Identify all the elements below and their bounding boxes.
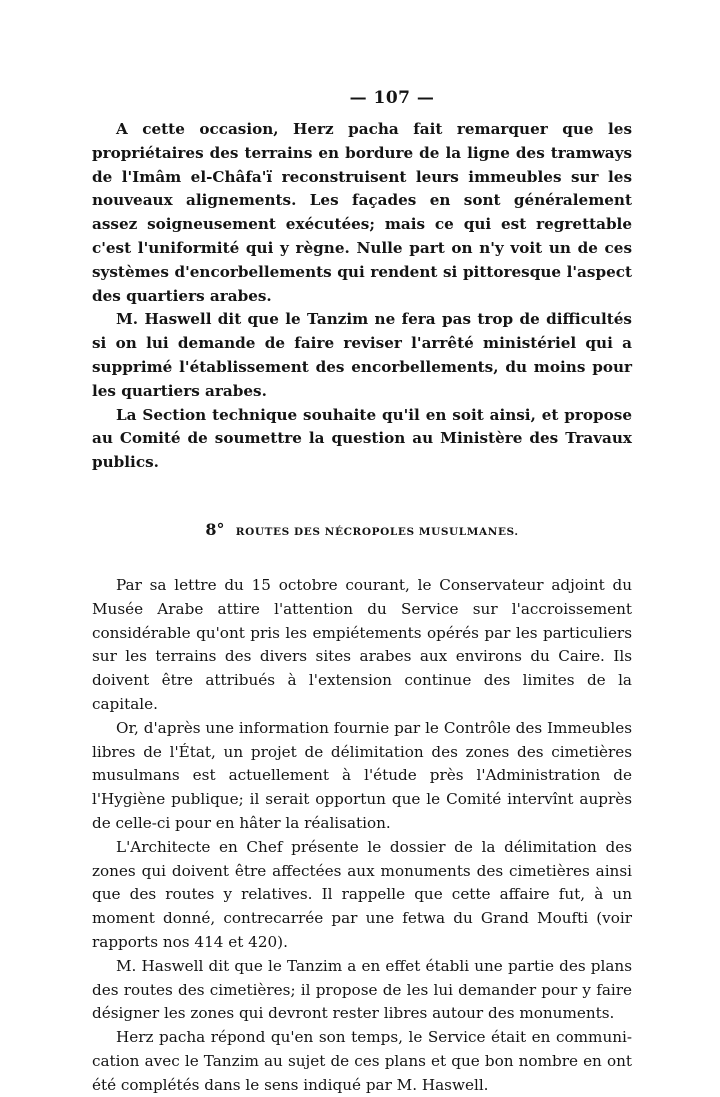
document-page <box>92 88 632 1097</box>
paragraph-architecte-en-chef: L'Architecte en Chef présente le dossier de la délimitation des zones qui doivent être affectées aux monuments des cimetières ainsi que des routes y relatives. Il rappelle que cette affaire fut, à un moment donné, contrecarrée par une fetwa du Grand Moufti (voir rapports nos 414 et 420). <box>92 837 632 951</box>
page-number: — 107 — <box>349 88 435 108</box>
section-title: ROUTES DES NÉCROPOLES MUSULMANES. <box>235 525 519 538</box>
paragraph-herz-facades: A cette occasion, Herz pacha fait remarquer que les propriétaires des terrains en bordure de la ligne des tramways de l'Imâm el-Châfa'ï reconstruisent leurs immeubles sur les nouveaux alignements. Les façades en sont généralement assez soigneusement exécutées; mais ce qui est regrettable c'est l'uniformité qui y règne. Nulle part on n'y voit un de ces systèmes d'encorbellements qui rendent si pittoresque l'aspect des quartiers arabes. <box>92 120 632 305</box>
paragraph-haswell-tanzim: M. Haswell dit que le Tanzim ne fera pas trop de difficultés si on lui demande de faire reviser l'arrêté ministériel qui a supprimé l'établissement des encorbellements, du moins pour les quartiers arabes. <box>92 310 632 400</box>
section-heading <box>92 520 632 539</box>
paragraph-section-technique: La Section technique souhaite qu'il en soit ainsi, et propose au Comité de soumettre la question au Ministère des Travaux publics. <box>92 405 632 472</box>
paragraph-controle-immeubles: Or, d'après une information fournie par le Contrôle des Immeubles libres de l'État, un projet de délimitation des zones des cimetières musulmans est actuellement à l'étude près l'Administration de l'Hygiène publique; il serait opportun que le Comité intervînt auprès de celle-ci pour en hâter la réalisation. <box>92 718 632 832</box>
paragraph-herz-reponse: Herz pacha répond qu'en son temps, le Service était en communication avec le Tanzim au sujet de ces plans et que bon nombre en ont été complétés dans le sens indiqué par M. Haswell. <box>92 1028 632 1094</box>
section-number: 8° <box>205 519 225 539</box>
paragraph-lettre-conservateur: Par sa lettre du 15 octobre courant, le Conservateur adjoint du Musée Arabe attire l'attention du Service sur l'accroissement considérable qu'ont pris les empiétements opérés par les particuliers sur les terrains des divers sites arabes aux environs du Caire. Ils doivent être attribués à l'extension continue des limites de la capitale. <box>92 575 632 713</box>
paragraph-haswell-plans: M. Haswell dit que le Tanzim a en effet établi une partie des plans des routes des cimetières; il propose de les lui demander pour y faire désigner les zones qui devront rester libres autour des monuments. <box>92 956 632 1023</box>
